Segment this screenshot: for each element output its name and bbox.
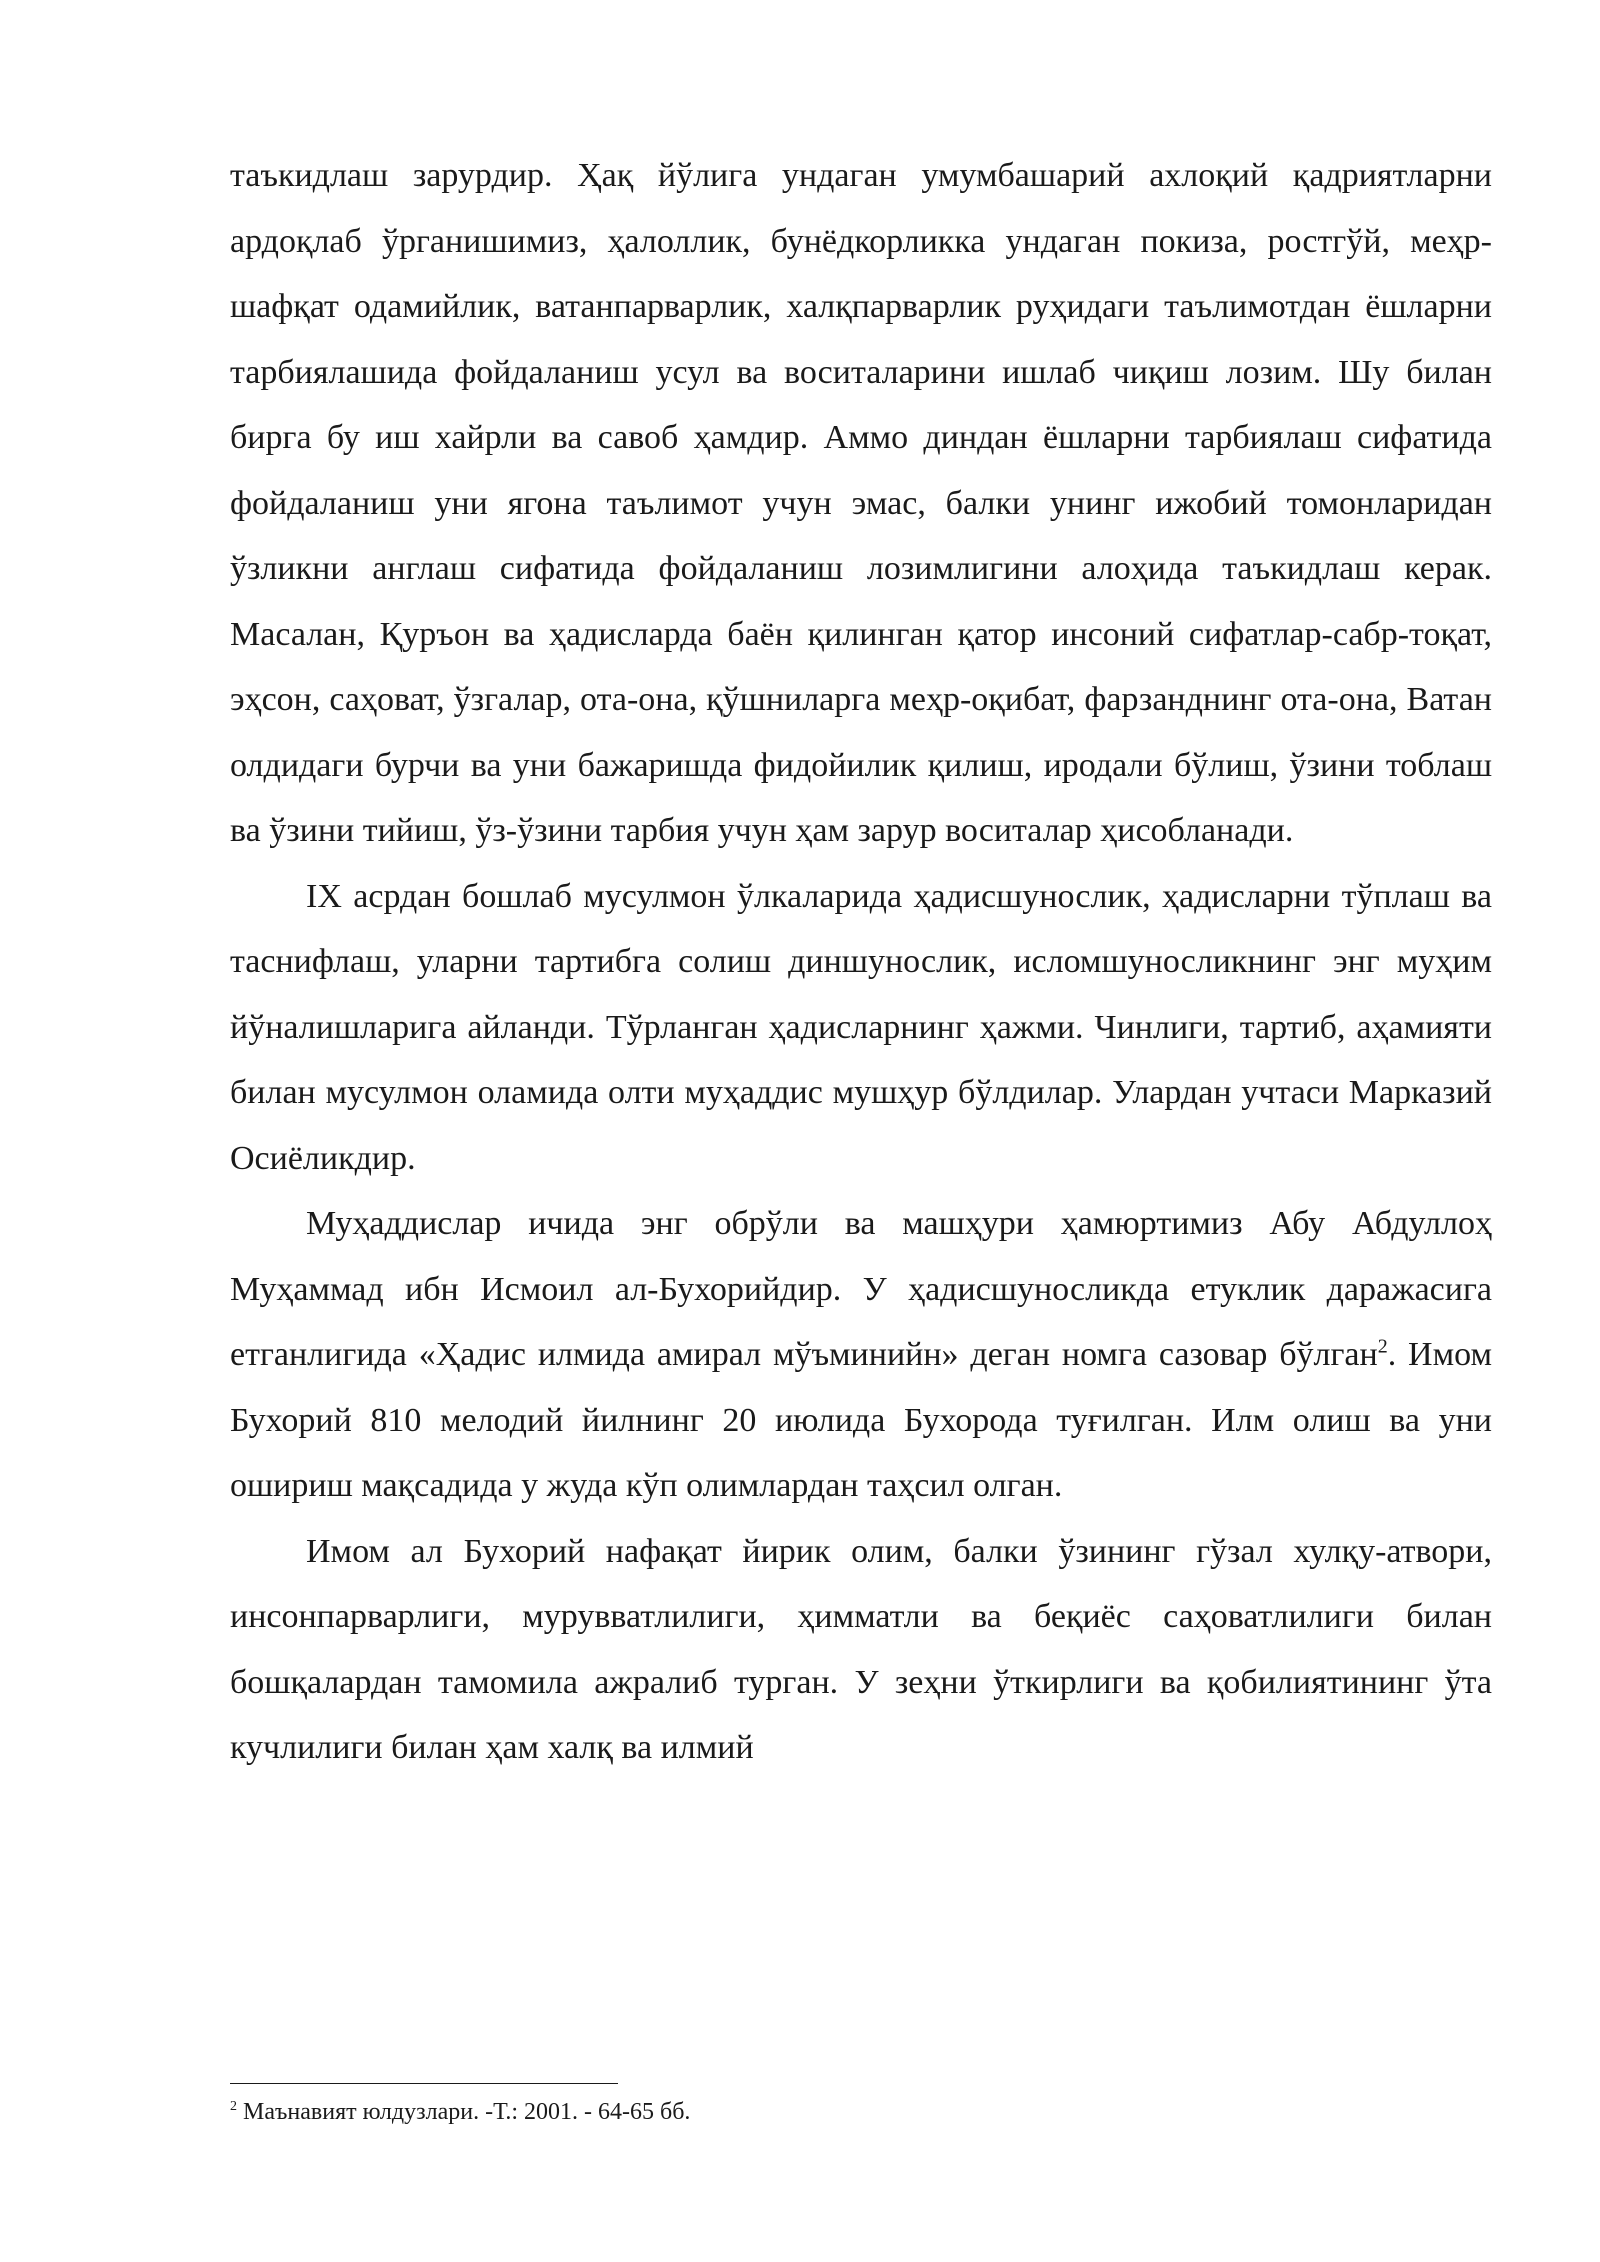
- footnote-reference[interactable]: 2: [1377, 1335, 1388, 1358]
- paragraph-continuation: таъкидлаш зарурдир. Ҳақ йўлига ундаган умумбашарий ахлоқий қадриятларни ардоқлаб ўрганишимиз, ҳалоллик, бунёдкорликка ундаган покиза, ростгўй, меҳр-шафқат одамийлик, ватанпарварлик, халқпарварлик руҳидаги таълимотдан ёшларни тарбиялашида фойдаланиш усул ва воситаларини ишлаб чиқиш лозим. Шу билан бирга бу иш хайрли ва савоб ҳамдир. Аммо диндан ёшларни тарбиялаш сифатида фойдаланиш уни ягона таълимот учун эмас, балки унинг ижобий томонларидан ўзликни англаш сифатида фойдаланиш лозимлигини алоҳида таъкидлаш керак. Масалан, Қуръон ва ҳадисларда баён қилинган қатор инсоний сифатлар-сабр-тоқат, эҳсон, саҳоват, ўзгалар, ота-она, қўшниларга меҳр-оқибат, фарзанднинг ота-она, Ватан олдидаги бурчи ва уни бажаришда фидойилик қилиш, иродали бўлиш, ўзини тоблаш ва ўзини тийиш, ўз-ўзини тарбия учун ҳам зарур воситалар ҳисобланади.: [230, 157, 1492, 849]
- paragraph-muhaddis: [230, 1191, 1492, 1519]
- footnote-text: Маънавият юлдузлари. -Т.: 2001. - 64-65 бб.: [237, 2099, 691, 2125]
- footnote: [230, 2096, 1492, 2128]
- footnote-number: 2: [230, 2099, 237, 2114]
- paragraph-hadith-studies: IX асрдан бошлаб мусулмон ўлкаларида ҳадисшунослик, ҳадисларни тўплаш ва таснифлаш, уларни тартибга солиш диншунослик, исломшуносликнинг энг муҳим йўналишларига айланди. Тўрланган ҳадисларнинг ҳажми. Чинлиги, тартиб, аҳамияти билан мусулмон оламида олти муҳаддис мушҳур бўлдилар. Улардан учтаси Марказий Осиёликдир.: [230, 877, 1492, 1177]
- body-text: [230, 143, 1492, 1781]
- paragraph-muhaddis-text-b: . Имом Бухорий 810 мелодий йилнинг 20 июлида Бухорода туғилган. Илм олиш ва уни ошириш мақсадида у жуда кўп олимлардан таҳсил олган.: [230, 1336, 1492, 1504]
- footnote-separator: [230, 2083, 618, 2084]
- paragraph-imam-bukhari: Имом ал Бухорий нафақат йирик олим, балки ўзининг гўзал хулқу-атвори, инсонпарварлиги, мурувватлилиги, ҳимматли ва беқиёс саҳоватлилиги билан бошқалардан тамомила ажралиб турган. У зеҳни ўткирлиги ва қобилиятининг ўта кучлилиги билан ҳам халқ ва илмий: [230, 1532, 1492, 1766]
- paragraph-muhaddis-text-a: Муҳаддислар ичида энг обрўли ва машҳури ҳамюртимиз Абу Абдуллоҳ Муҳаммад ибн Исмоил ал-Бухорийдир. У ҳадисшуносликда етуклик даражасига етганлигида «Ҳадис илмида амирал мўъминийн» деган номга сазовар бўлган: [230, 1205, 1492, 1373]
